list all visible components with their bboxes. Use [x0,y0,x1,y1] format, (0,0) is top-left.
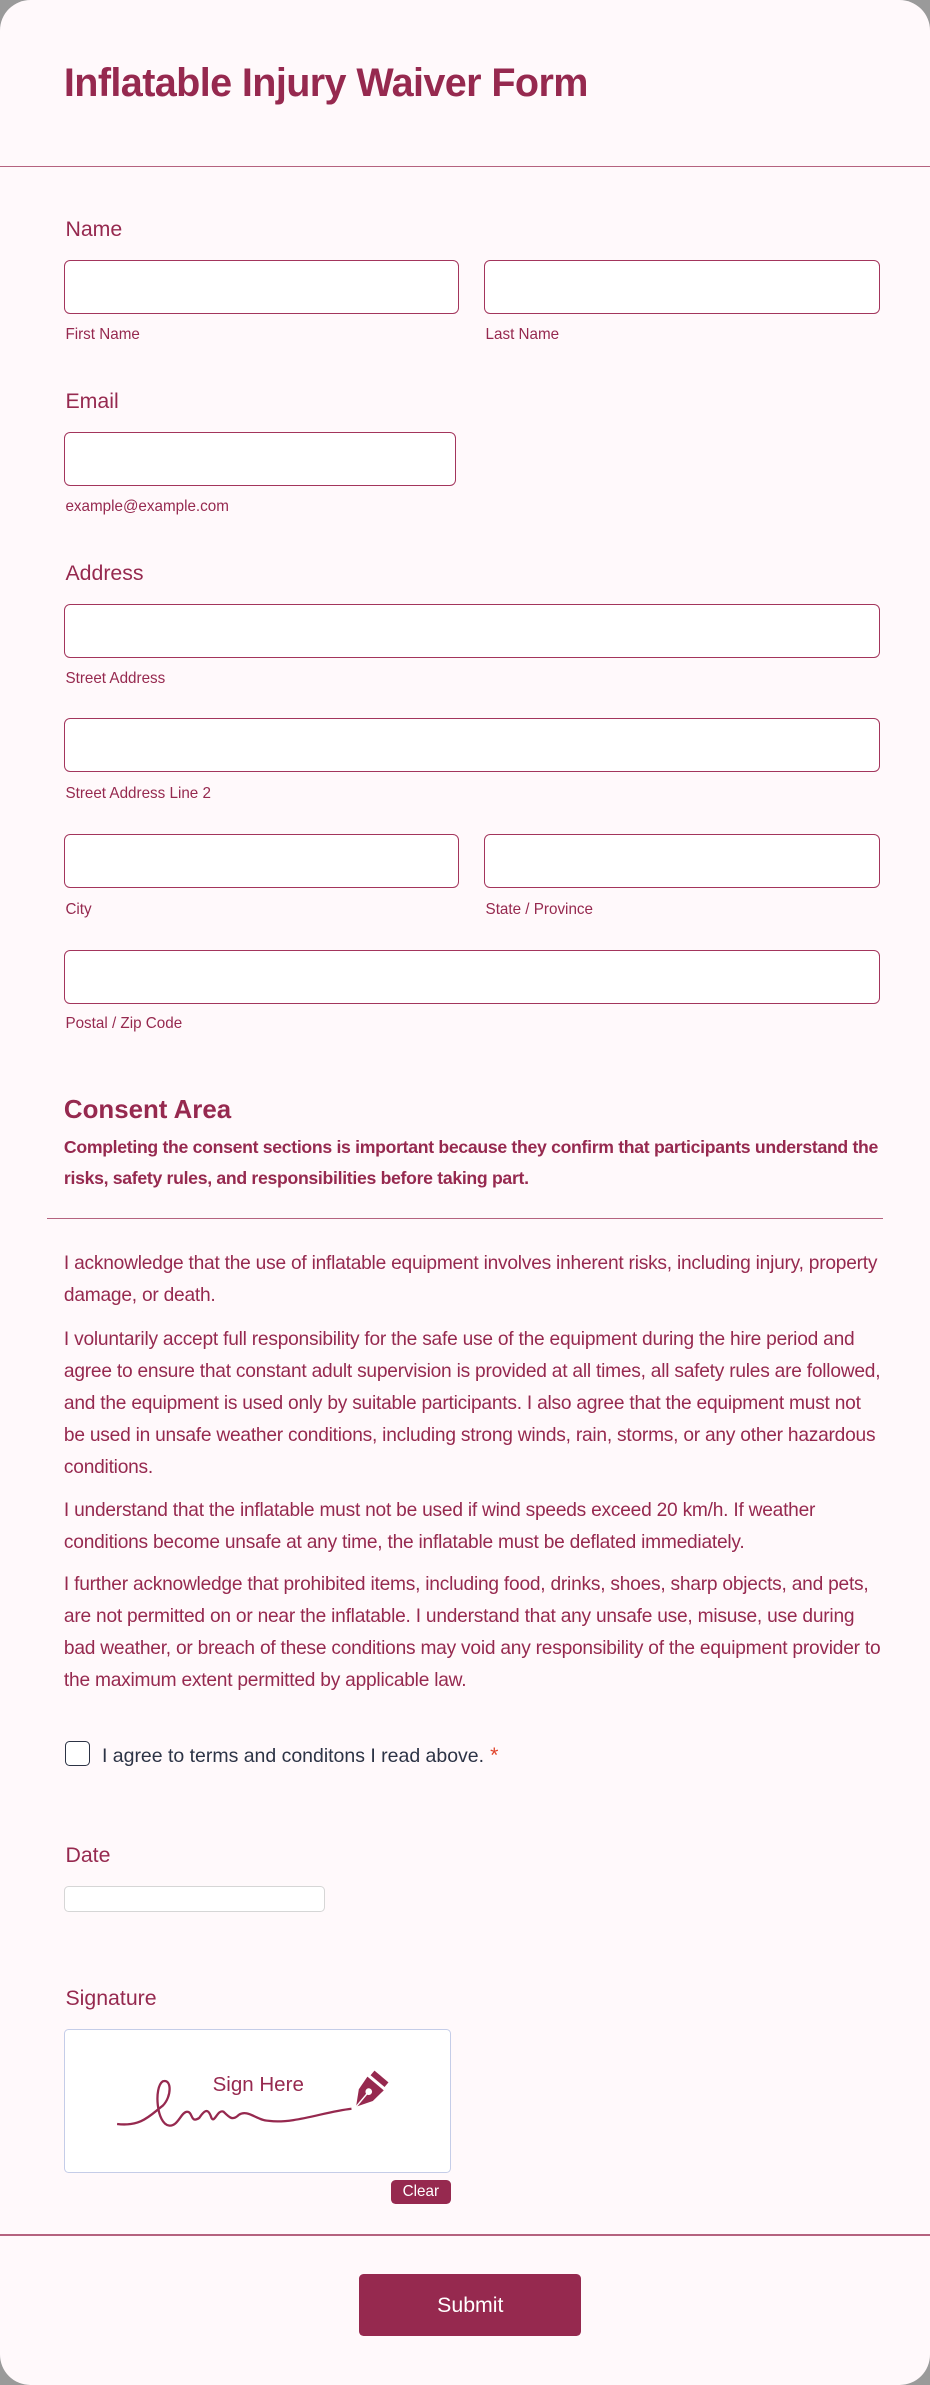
state-input[interactable] [484,834,880,888]
agree-checkbox-label[interactable] [102,1743,498,1768]
consent-divider [47,1218,883,1220]
consent-heading: Consent Area [63,1096,232,1125]
clear-signature-button[interactable]: Clear [391,2180,450,2204]
first-name-sublabel: First Name [65,325,140,343]
first-name-input[interactable] [64,260,459,314]
signature-pen-icon [111,2057,415,2133]
name-label: Name [65,217,123,242]
footer-divider [0,2234,930,2236]
date-input[interactable] [64,1886,325,1912]
signature-label: Signature [65,1985,157,2010]
address-label: Address [65,561,144,586]
last-name-input[interactable] [484,260,880,314]
street-address-input[interactable] [64,604,880,658]
email-label: Email [65,389,119,414]
submit-button[interactable]: Submit [359,2274,581,2336]
city-input[interactable] [64,834,459,888]
consent-paragraph: I understand that the inflatable must not be used if wind speeds exceed 20 km/h. If weather conditions become unsafe at any time, the inflatable must be deflated immediately. [63,1499,816,1553]
postal-code-sublabel: Postal / Zip Code [65,1015,183,1033]
street-address-line2-input[interactable] [64,718,880,772]
street-address-line2-sublabel: Street Address Line 2 [65,785,211,803]
agree-checkbox[interactable] [65,1741,90,1766]
email-sublabel: example@example.com [65,497,229,515]
date-label: Date [65,1842,111,1867]
street-address-sublabel: Street Address [65,669,166,687]
city-sublabel: City [65,901,92,919]
email-input[interactable] [64,432,456,486]
agree-label-text: I agree to terms and conditons I read above. [101,1744,485,1767]
state-sublabel: State / Province [485,901,593,919]
form-title: Inflatable Injury Waiver Form [63,60,588,105]
required-mark: * [490,1742,499,1767]
signature-pad[interactable] [64,2029,451,2173]
postal-code-input[interactable] [64,950,880,1004]
last-name-sublabel: Last Name [485,325,560,343]
consent-paragraph: I voluntarily accept full responsibility for the safe use of the equipment during the hire period and agree to ensure that constant adult supervision is provided at all times, all safety rules are followed, and the equipment is used only by suitable participants. I also agree that the equipment must not be used in unsafe weather conditions, including strong winds, rain, storms, or any other hazardous conditions. [63,1329,881,1479]
sign-here-placeholder: Sign Here [212,2072,304,2096]
consent-description: Completing the consent sections is important because they confirm that participants understand the risks, safety rules, and responsibilities before taking part. [63,1137,879,1188]
header-divider [0,166,930,168]
consent-paragraph: I acknowledge that the use of inflatable equipment involves inherent risks, including injury, property damage, or death. [63,1253,878,1307]
consent-paragraph: I further acknowledge that prohibited items, including food, drinks, shoes, sharp objects, and pets, are not permitted on or near the inflatable. I understand that any unsafe use, misuse, use during bad weather, or breach of these conditions may void any responsibility of the equipment provider to the maximum extent permitted by applicable law. [63,1574,881,1692]
